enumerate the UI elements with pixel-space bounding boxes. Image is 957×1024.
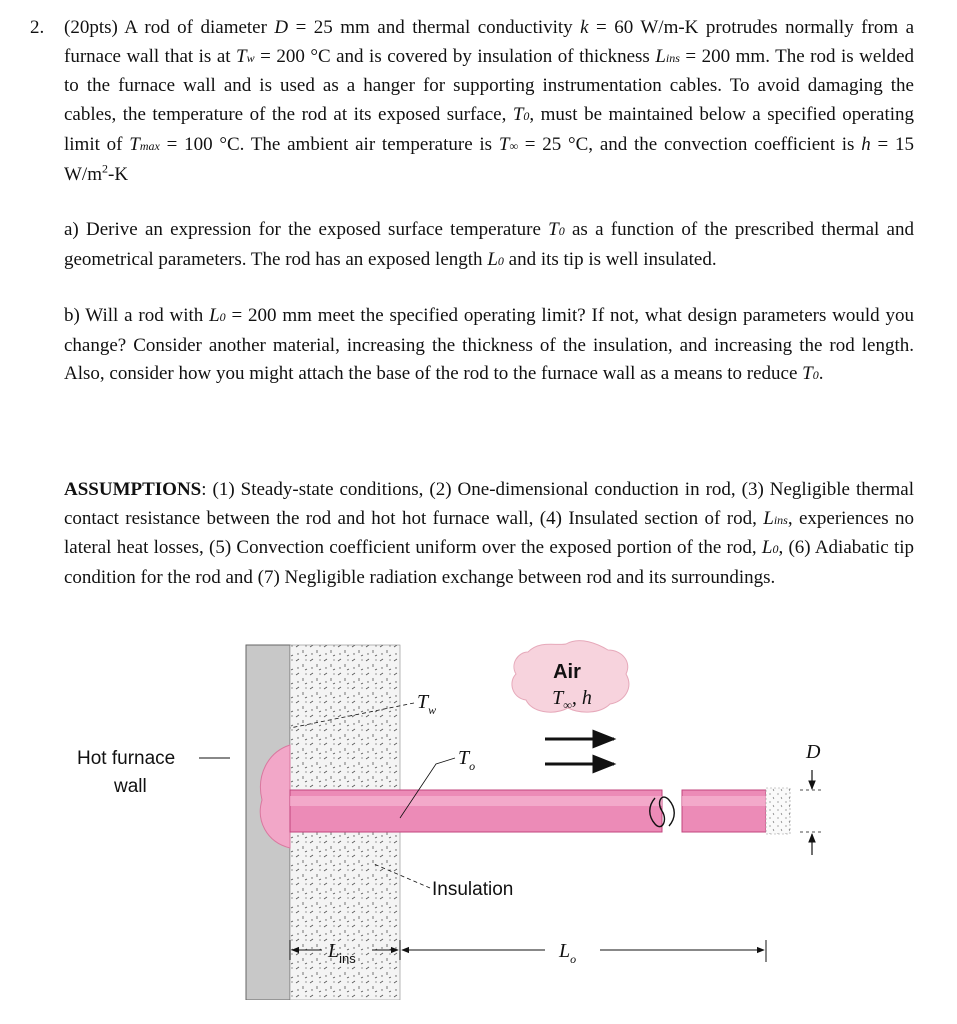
air-conditions: $T_\infty$, h <box>552 687 592 712</box>
wall-label-line2: wall <box>114 776 147 797</box>
part-a: a) Derive an expression for the exposed surface temperature T0 as a function of the prescribed thermal and geometrical parameters. The rod has an exposed length L0 and its tip is well insulated. <box>64 219 914 270</box>
to-label: $T_o$ <box>458 747 476 773</box>
tw-label: $T_w$ <box>417 691 437 717</box>
part-b: b) Will a rod with L0 = 200 mm meet the specified operating limit? If not, what design parameters would you change? Consider another material, increasing the thickness of the insulation, and increasing the rod length. Also, consider how you might attach the base of the rod to the furnace wall as a means to reduce T0. <box>64 305 914 385</box>
wall-label-line1: Hot furnace <box>77 748 176 769</box>
question-statement: (20pts) A rod of diameter D = 25 mm and thermal conductivity k = 60 W/m-K protrudes normally from a furnace wall that is at Tw = 200 °C and is covered by insulation of thickness Lins = 200 mm. The rod is welded to the furnace wall and is used as a hanger for supporting instrumentation cables. To avoid damaging the cables, the temperature of the rod at its exposed surface, T0, must be maintained below a specified operating limit of Tmax = 100 °C. The ambient air temperature is T∞ = 25 °C, and the convection coefficient is h = 15 $W/m^2-K$ <box>64 17 915 185</box>
diameter-label: D <box>806 741 821 763</box>
question-points: (20pts) <box>64 17 118 38</box>
assumptions: ASSUMPTIONS: (1) Steady-state conditions, (2) One-dimensional conduction in rod, (3) Negligible thermal contact resistance between the rod and hot hot furnace wall, (4) Insulated section of rod, Lins, experiences no lateral heat losses, (5) Convection coefficient uniform over the exposed portion of the rod, L0, (6) Adiabatic tip condition for the rod and (7) Negligible radiation exchange between rod and its surroundings. <box>64 479 915 589</box>
assumptions-label: ASSUMPTIONS <box>64 479 202 500</box>
question-number: 2. <box>30 17 45 38</box>
rod-furnace-diagram <box>64 628 934 1000</box>
lo-label: $L_o$ <box>559 940 577 966</box>
rod-highlight <box>290 796 662 806</box>
air-label: Air <box>553 661 581 683</box>
insulation-label: Insulation <box>432 879 514 900</box>
lins-label: $L_{ins}$ <box>328 940 356 966</box>
insulated-tip <box>766 788 790 834</box>
